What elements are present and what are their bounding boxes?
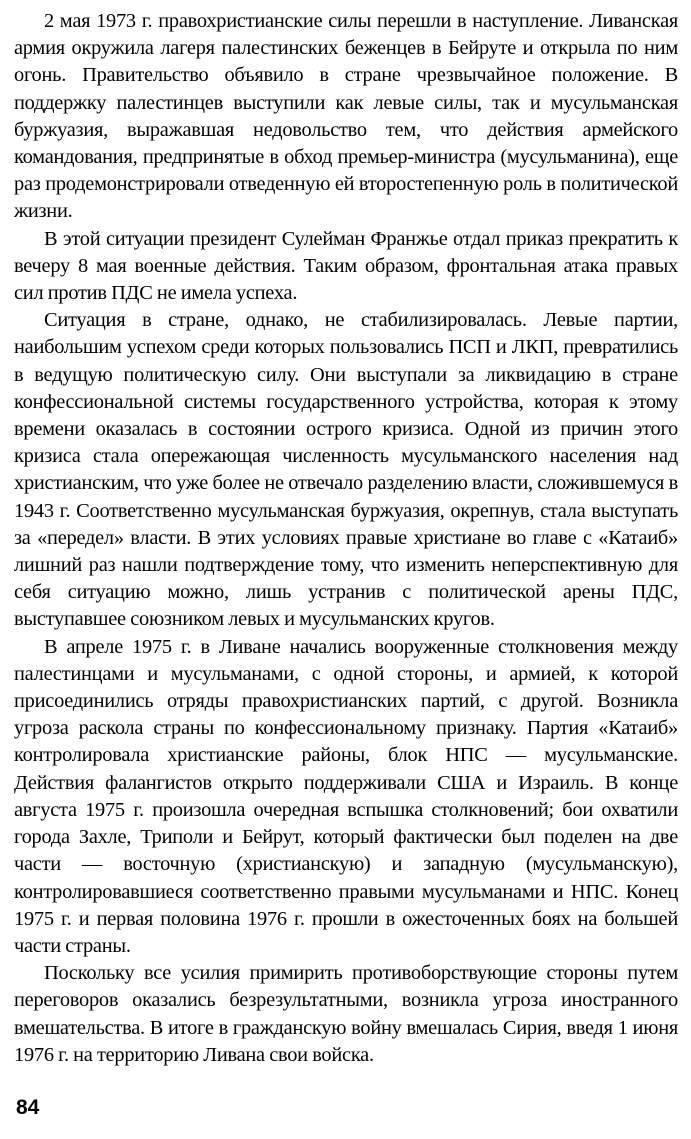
paragraph: В апреле 1975 г. в Ливане начались вооруженные столкновения между палестинцами и мусульманами, с одной стороны, и армией, к которой присоединились отряды правохристианских партий, с другой. Возникла угроза раскола страны по конфессиональному признаку. Партия «Катаиб» контролировала христианские районы, блок НПС — мусульманские. Действия фалангистов открыто поддерживали США и Израиль. В конце августа 1975 г. произошла очередная вспышка столкновений; бои охватили города Захле, Триполи и Бейрут, который фактически был поделен на две части — восточную (христианскую) и западную (мусульманскую), контролировавшиеся соответственно правыми мусульманами и НПС. Конец 1975 г. и первая половина 1976 г. прошли в ожесточенных боях на большей части страны.: [14, 635, 678, 957]
page-body: [14, 8, 678, 1069]
paragraph: Ситуация в стране, однако, не стабилизировалась. Левые партии, наибольшим успехом среди которых пользовались ПСП и ЛКП, превратились в ведущую политическую силу. Они выступали за ликвидацию в стране конфессиональной системы государственного устройства, которая к этому времени оказалась в состоянии острого кризиса. Одной из причин этого кризиса стала опережающая численность мусульманского населения над христианским, что уже более не отвечало разделению власти, сложившемуся в 1943 г. Соответственно мусульманская буржуазия, окрепнув, стала выступать за «передел» власти. В этих условиях правые христиане во главе с «Катаиб» лишний раз нашли подтверждение тому, что изменить неперспективную для себя ситуацию можно, лишь устранив с политической арены ПДС, выступавшее союзником левых и мусульманских кругов.: [14, 309, 678, 631]
page-number: 84: [16, 1096, 40, 1119]
paragraph: 2 мая 1973 г. правохристианские силы перешли в наступление. Ливанская армия окружила лагеря палестинских беженцев в Бейруте и открыла по ним огонь. Правительство объявило в стране чрезвычайное положение. В поддержку палестинцев выступили как левые силы, так и мусульманская буржуазия, выражавшая недовольство тем, что действия армейского командования, предпринятые в обход премьер-министра (мусульманина), еще раз продемонстрировали отведенную ей второстепенную роль в политической жизни.: [14, 10, 678, 223]
paragraph: Поскольку все усилия примирить противоборствующие стороны путем переговоров оказались безрезультатными, возникла угроза иностранного вмешательства. В итоге в гражданскую войну вмешалась Сирия, введя 1 июня 1976 г. на территорию Ливана свои войска.: [14, 962, 678, 1066]
paragraph: В этой ситуации президент Сулейман Франжье отдал приказ прекратить к вечеру 8 мая военные действия. Таким образом, фронтальная атака правых сил против ПДС не имела успеха.: [14, 227, 678, 305]
